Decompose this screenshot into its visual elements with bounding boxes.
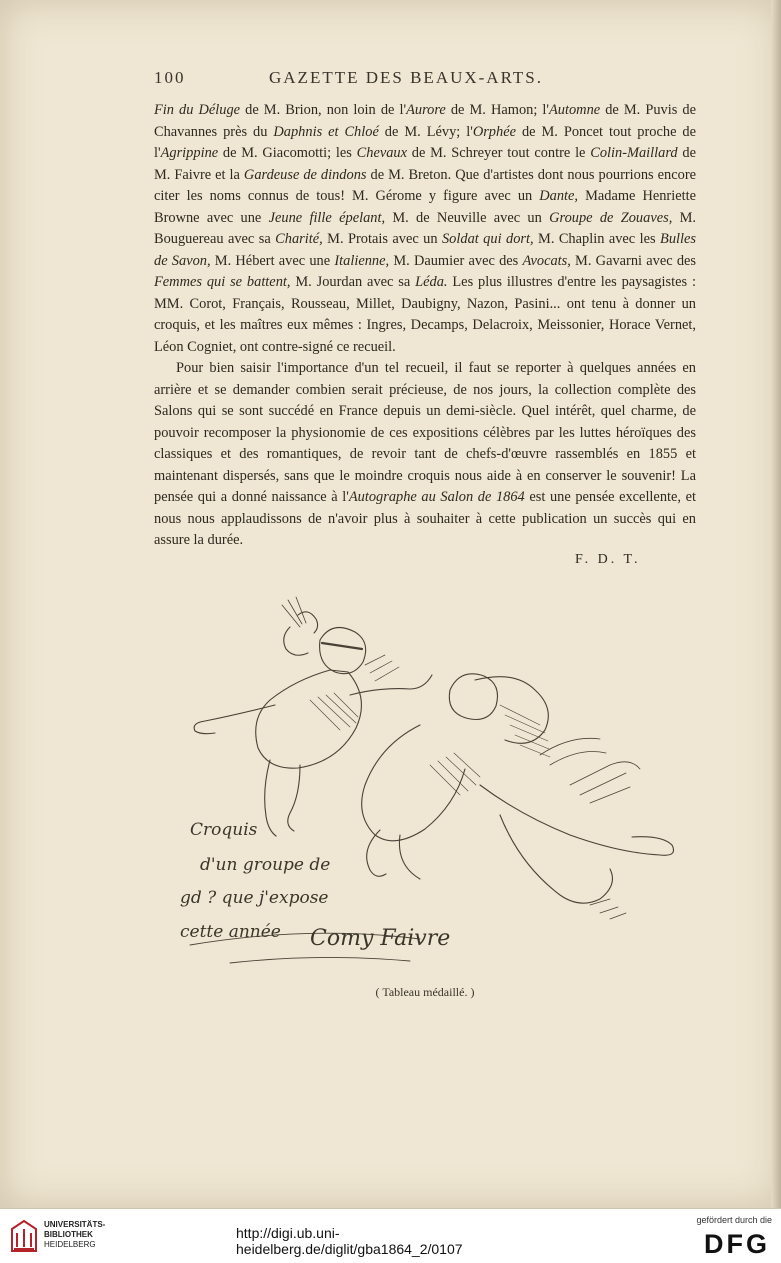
cherubs-drawing <box>170 585 710 985</box>
permalink-url[interactable]: http://digi.ub.uni-heidelberg.de/diglit/gba1864_2/0107 <box>236 1225 463 1257</box>
university-library-logo-icon[interactable] <box>10 1219 38 1253</box>
cherub1-head <box>320 628 366 674</box>
paragraph-1: Fin du Déluge de M. Brion, non loin de l'Aurore de M. Hamon; l'Automne de M. Puvis de Chavannes près du Daphnis et Chloé de M. Lévy; l'Orphée de M. Poncet tout proche de l'Agrippine de M. Giacomotti; les Chevaux de M. Schreyer tout contre le Colin-Maillard de M. Faivre et la Gardeuse de dindons de M. Breton. Que d'artistes dont nous pourrions encore citer les noms connus de tous! M. Gérome y figure avec un Dante, Madame Henriette Browne avec une Jeune fille épelant, M. de Neuville avec un Groupe de Zouaves, M. Bouguereau avec sa Charité, M. Protais avec un Soldat qui dort, M. Chaplin avec les Bulles de Savon, M. Hébert avec une Italienne, M. Daumier avec des Avocats, M. Gavarni avec des Femmes qui se battent, M. Jourdan avec sa Léda. Les plus illustres d'entre les paysagistes : MM. Corot, Français, Rousseau, Millet, Daubigny, Nazon, Pasini... ont tenu à donner un croquis, et les maîtres eux mêmes : Ingres, Decamps, Delacroix, Meissonier, Horace Vernet, Léon Cogniet, ont contre-signé ce recueil. <box>154 102 697 355</box>
funding-note: gefördert durch die <box>696 1215 772 1225</box>
cherub2-body <box>362 725 465 841</box>
author-initials: F. D. T. <box>575 552 641 567</box>
cherub2-head <box>449 674 497 720</box>
note-signature: Comy Faivre <box>310 926 451 951</box>
page-edge <box>771 0 781 1208</box>
paragraph-2: Pour bien saisir l'importance d'un tel recueil, il faut se reporter à quelques années en arrière et se demander combien serait précieuse, de nos jours, la collection complète des Salons qui se sont succédé en France depuis un demi-siècle. Quel intérêt, quel charme, de pouvoir recomposer la physionomie de ces expositions célèbres par les luttes héroïques des classiques et des romantiques, de revoir tant de chefs-d'œuvre rassemblés en 1855 et maintenant dispersés, sans que le moindre croquis nous aide à en conserver le souvenir! La pensée qui a donné naissance à l'Autographe au Salon de 1864 est une pensée excellente, et nous nous applaudissons de n'avoir plus à souhaiter à cette publication un succès qui en assure la durée. <box>154 360 696 548</box>
dfg-logo[interactable]: DFG <box>704 1229 770 1259</box>
note-line-3: gd ? que j'expose <box>180 888 329 908</box>
journal-title: GAZETTE DES BEAUX-ARTS. <box>269 68 543 87</box>
viewer-footer <box>0 1208 781 1263</box>
cherub1-body <box>256 670 362 768</box>
cherubs-sketch <box>170 585 710 985</box>
page-number: 100 <box>154 68 186 87</box>
library-name[interactable]: UNIVERSITÄTS- BIBLIOTHEK HEIDELBERG <box>44 1220 106 1249</box>
figure-caption: ( Tableau médaillé. ) <box>375 985 475 999</box>
note-line-2: d'un groupe de <box>200 855 331 875</box>
running-head <box>154 68 658 94</box>
note-line-4: cette année <box>180 922 281 942</box>
article-body <box>154 100 696 552</box>
note-line-1: Croquis <box>190 820 258 840</box>
